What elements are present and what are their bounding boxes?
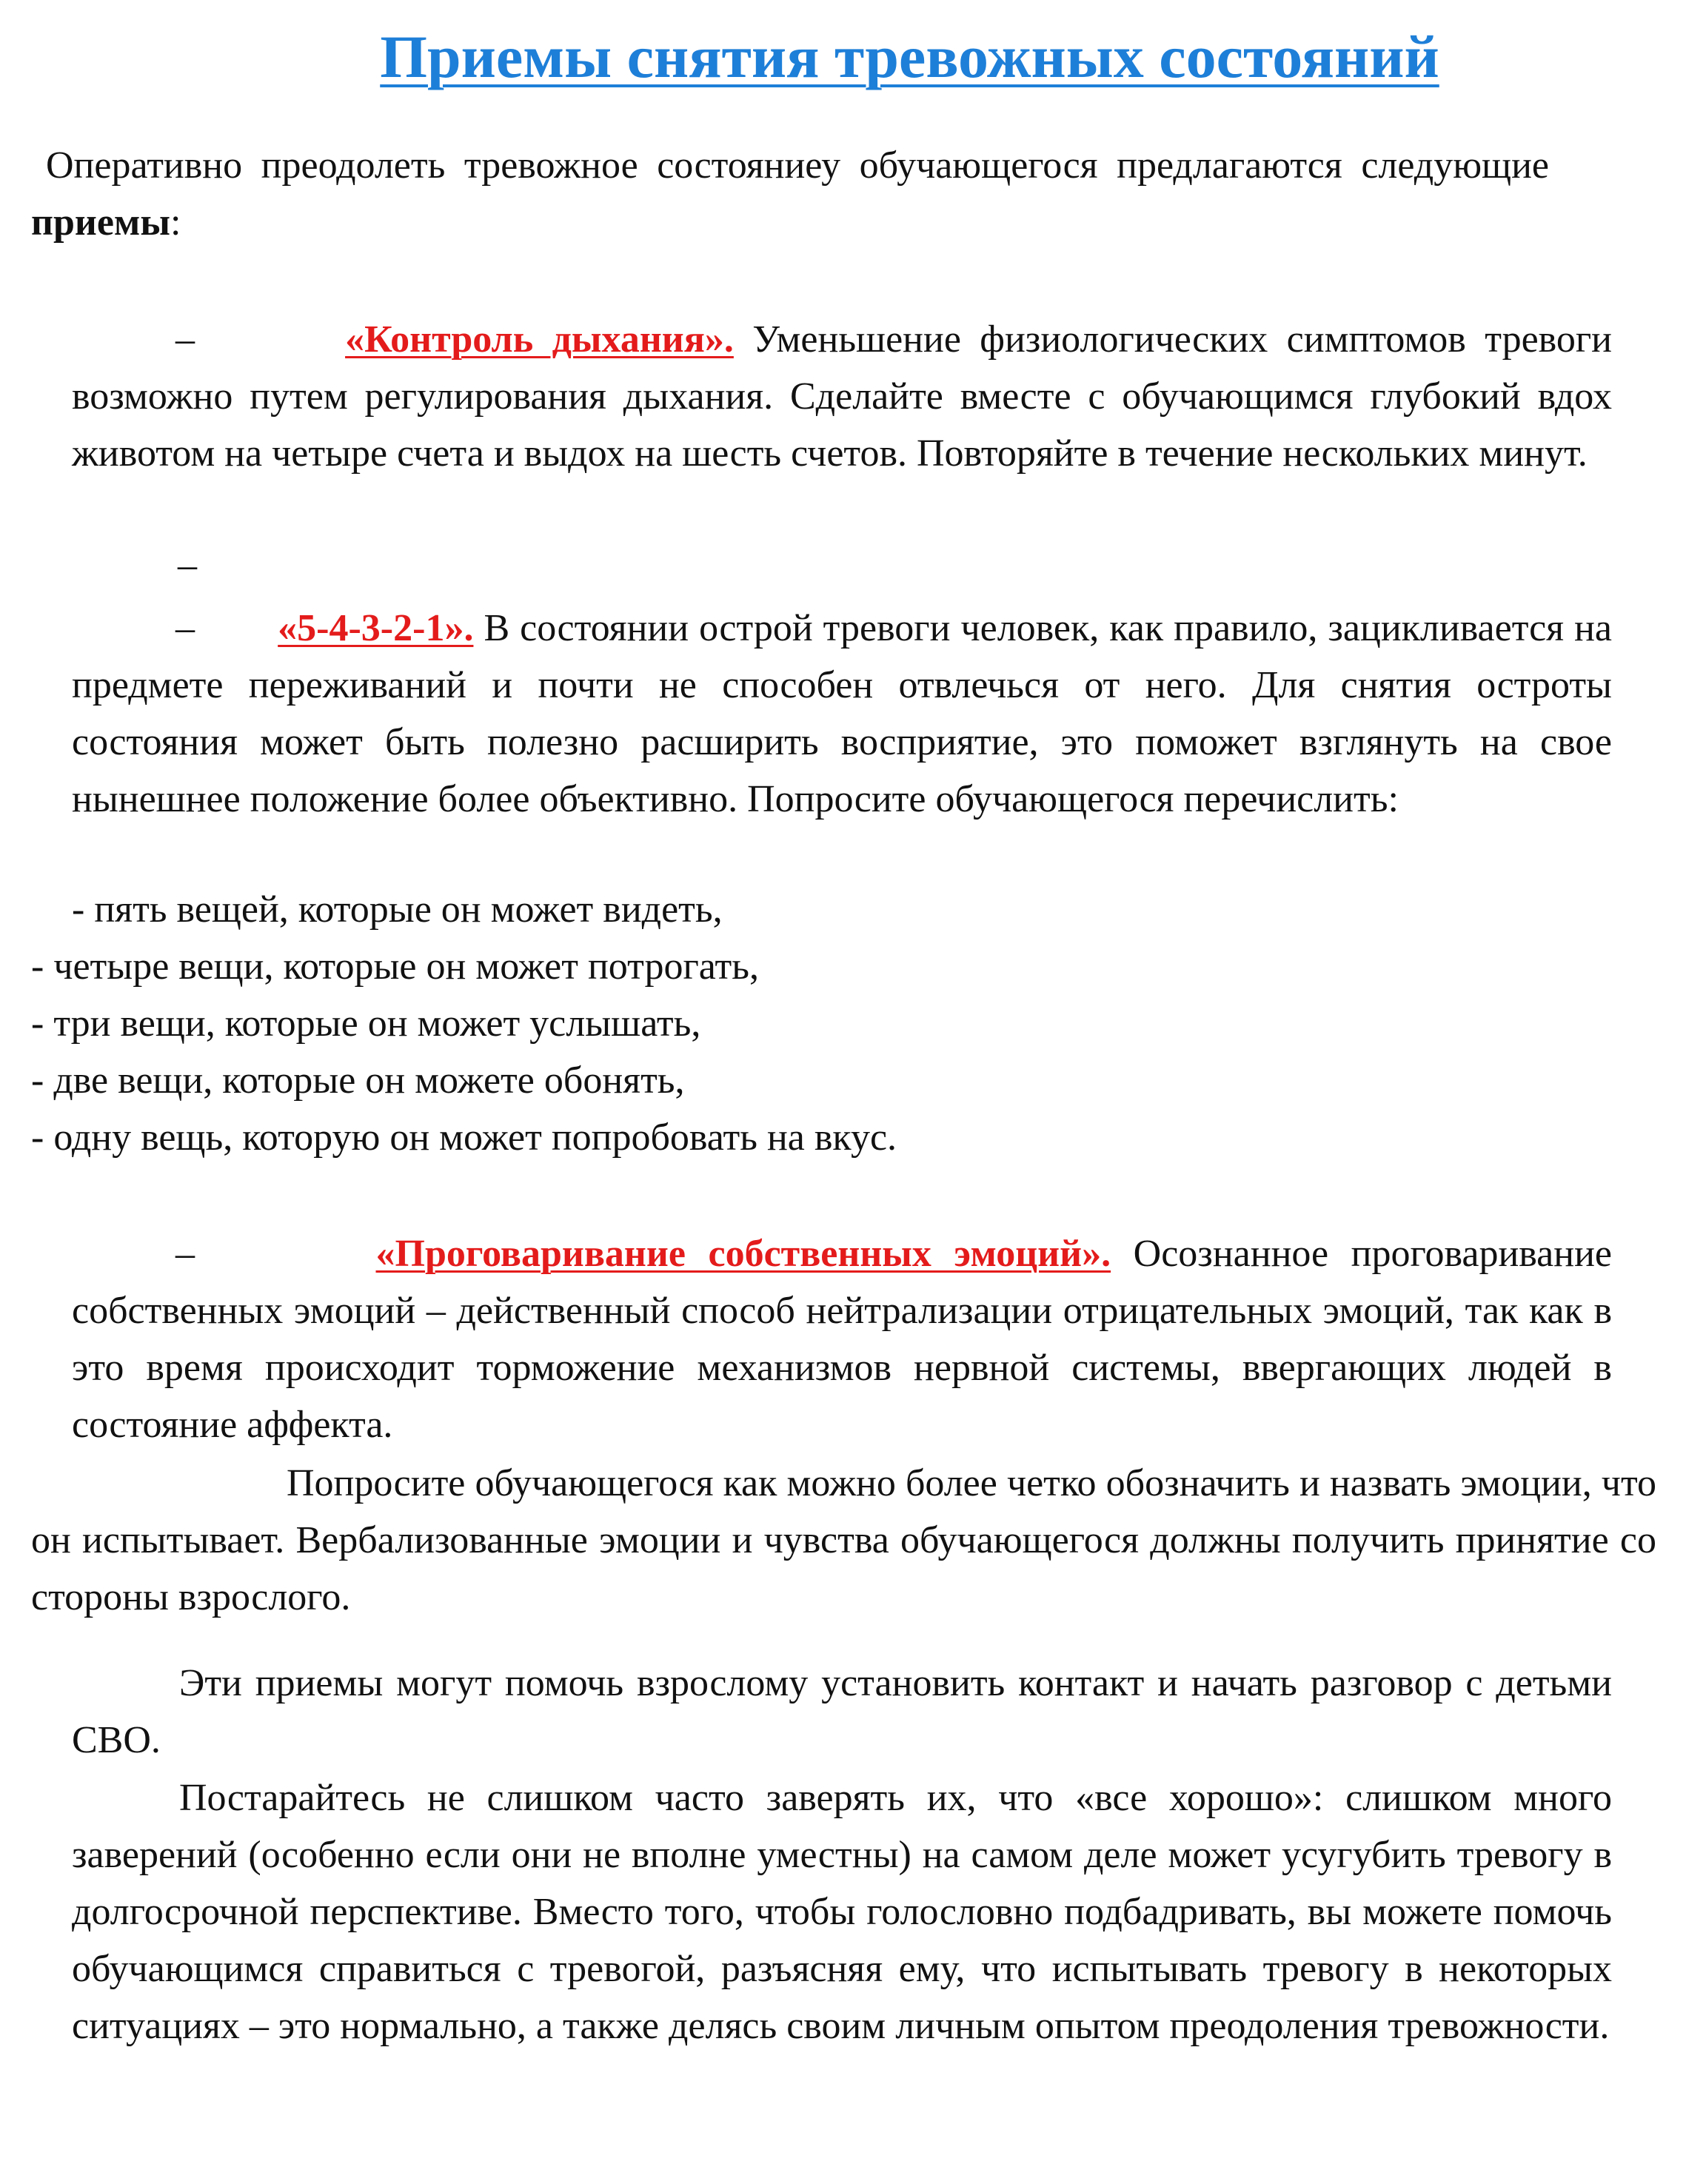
technique-text: Уменьшение физиологических симптомов тревоги возможно путем регулирования дыхания. Сделайте вместе с обучающимся глубокий вдох животом на четыре счета и выдох на шесть счетов. Повторяйте в течение нескольких минут. (72, 318, 1613, 475)
technique-dash: – (175, 1233, 195, 1275)
empty-dash: – (178, 544, 197, 586)
list-item: - одну вещь, которую он может попробовать на вкус. (31, 1116, 897, 1159)
technique-text: В состоянии острой тревоги человек, как правило, зацикливается на предмете переживаний и почти не способен отвлечься от него. Для снятия остроты состояния может быть полезно расширить восприятие, это поможет взглянуть на свое нынешнее положение более объективно. Попросите обучающегося перечислить: (72, 607, 1613, 820)
list-item: - четыре вещи, которые он может потрогать, (31, 945, 759, 988)
technique-dash: – (175, 607, 195, 649)
emotions-followup: Попросите обучающегося как можно более четко обозначить и назвать эмоции, что он испытывает. Вербализованные эмоции и чувства обучающегося должны получить принятие со стороны взрослого. (31, 1462, 1656, 1618)
technique-name: «Проговаривание собственных эмоций». (375, 1233, 1111, 1275)
technique-text: Осознанное проговаривание собственных эмоций – действенный способ нейтрализации отрицательных эмоций, так как в это время происходит торможение механизмов нервной системы, ввергающих людей в состояние аффекта. (72, 1233, 1612, 1446)
technique-5-4-3-2-1 (72, 600, 1612, 828)
technique-emotions (72, 1225, 1612, 1453)
list-item: - три вещи, которые он может услышать, (31, 1002, 701, 1045)
list-item: - пять вещей, которые он может видеть, (72, 888, 723, 931)
technique-dash: – (175, 318, 195, 361)
technique-breathing (72, 311, 1612, 482)
intro-bold-word: приемы (31, 201, 170, 244)
technique-name: «5-4-3-2-1». (278, 607, 474, 649)
page-title: Приемы снятия тревожных состояний (380, 23, 1439, 90)
intro-text: Оперативно преодолеть тревожное состояниеу обучающегося предлагаются следующие (46, 144, 1549, 187)
intro-paragraph (31, 137, 1549, 251)
closing-paragraph: Эти приемы могут помочь взрослому установить контакт и начать разговор с детьми СВО. (72, 1662, 1612, 1761)
intro-colon: : (170, 201, 181, 244)
list-item: - две вещи, которые он можете обонять, (31, 1059, 685, 1102)
closing-paragraph: Постарайтесь не слишком часто заверять их, что «все хорошо»: слишком много заверений (особенно если они не вполне уместны) на самом деле может усугубить тревогу в долгосрочной перспективе. Вместо того, чтобы голословно подбадривать, вы можете помочь обучающимся справиться с тревогой, разъясняя ему, что испытывать тревогу в некоторых ситуациях – это нормально, а также делясь своим личным опытом преодоления тревожности. (72, 1777, 1612, 2047)
technique-name: «Контроль дыхания». (345, 318, 734, 361)
